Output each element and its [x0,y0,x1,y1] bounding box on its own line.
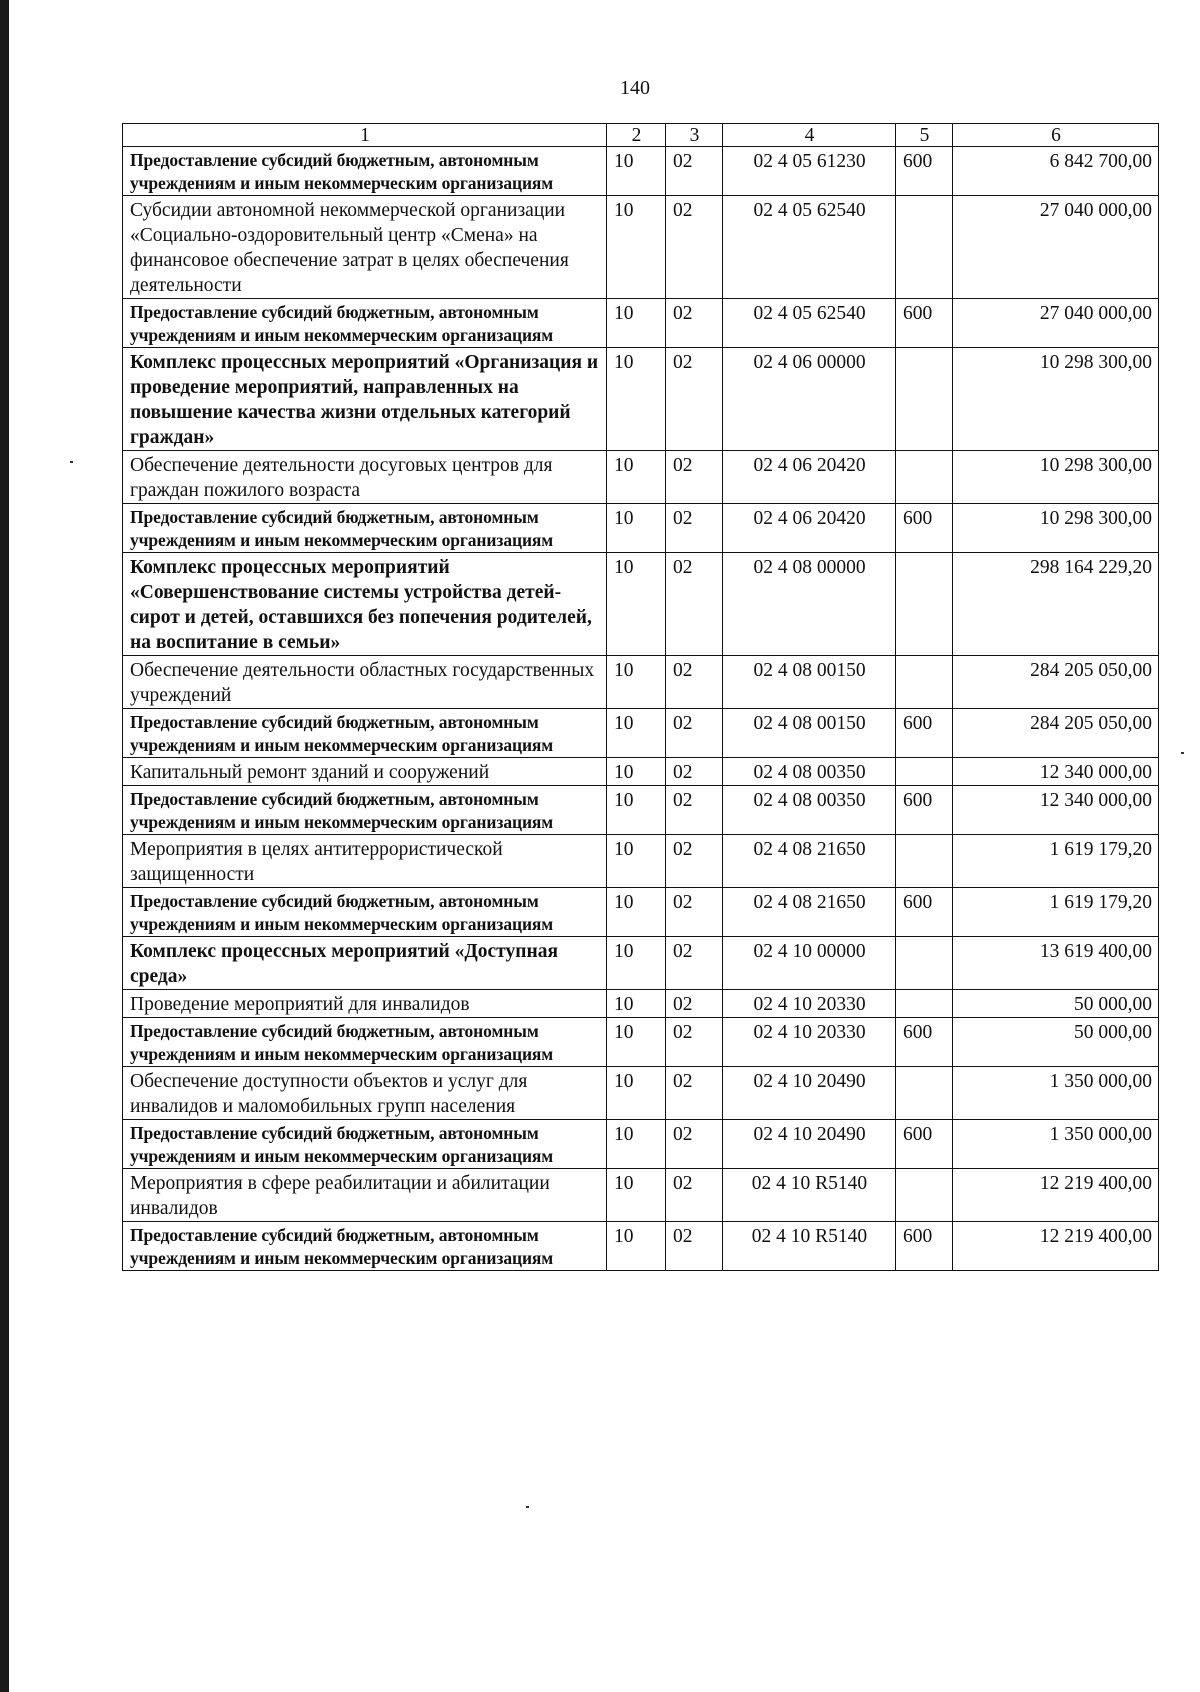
page-number: 140 [620,77,650,99]
cell-name: Проведение мероприятий для инвалидов [123,990,607,1018]
cell-amount: 6 842 700,00 [953,147,1159,196]
cell-section: 10 [607,758,666,786]
scan-speck [70,461,73,463]
header-cell-6: 6 [953,124,1159,147]
scan-edge [0,0,9,1692]
cell-expense-type: 600 [896,888,953,937]
cell-expense-type [896,656,953,709]
cell-expense-type [896,451,953,504]
cell-subsection: 02 [666,835,723,888]
header-cell-2: 2 [607,124,666,147]
cell-subsection: 02 [666,147,723,196]
cell-expense-type: 600 [896,1120,953,1169]
cell-target-article: 02 4 08 00350 [723,786,896,835]
cell-target-article: 02 4 08 00150 [723,709,896,758]
cell-subsection: 02 [666,758,723,786]
cell-amount: 50 000,00 [953,990,1159,1018]
cell-subsection: 02 [666,1222,723,1271]
cell-section: 10 [607,786,666,835]
cell-amount: 298 164 229,20 [953,553,1159,656]
cell-target-article: 02 4 10 00000 [723,937,896,990]
cell-expense-type [896,348,953,451]
cell-name: Капитальный ремонт зданий и сооружений [123,758,607,786]
cell-expense-type [896,553,953,656]
cell-section: 10 [607,937,666,990]
cell-amount: 284 205 050,00 [953,709,1159,758]
table-row [123,299,1159,348]
header-cell-4: 4 [723,124,896,147]
table-row [123,553,1159,656]
cell-section: 10 [607,451,666,504]
cell-section: 10 [607,990,666,1018]
table-row [123,1018,1159,1067]
cell-amount: 10 298 300,00 [953,451,1159,504]
table-row [123,348,1159,451]
cell-name: Предоставление субсидий бюджетным, автономным учреждениям и иным некоммерческим организациям [123,888,607,937]
cell-expense-type [896,196,953,299]
cell-amount: 10 298 300,00 [953,504,1159,553]
cell-subsection: 02 [666,451,723,504]
table-row [123,709,1159,758]
cell-target-article: 02 4 06 20420 [723,504,896,553]
cell-section: 10 [607,1067,666,1120]
cell-target-article: 02 4 06 20420 [723,451,896,504]
table-row [123,1120,1159,1169]
cell-subsection: 02 [666,348,723,451]
cell-target-article: 02 4 05 62540 [723,299,896,348]
cell-target-article: 02 4 05 61230 [723,147,896,196]
cell-name: Комплекс процессных мероприятий «Доступная среда» [123,937,607,990]
table-row [123,888,1159,937]
cell-expense-type: 600 [896,147,953,196]
cell-amount: 1 350 000,00 [953,1120,1159,1169]
cell-name: Мероприятия в сфере реабилитации и абилитации инвалидов [123,1169,607,1222]
cell-target-article: 02 4 08 21650 [723,835,896,888]
cell-target-article: 02 4 10 20490 [723,1120,896,1169]
cell-amount: 10 298 300,00 [953,348,1159,451]
cell-target-article: 02 4 06 00000 [723,348,896,451]
header-cell-5: 5 [896,124,953,147]
cell-amount: 27 040 000,00 [953,196,1159,299]
cell-subsection: 02 [666,196,723,299]
table-row [123,1169,1159,1222]
cell-amount: 284 205 050,00 [953,656,1159,709]
cell-expense-type: 600 [896,1018,953,1067]
cell-subsection: 02 [666,299,723,348]
cell-name: Предоставление субсидий бюджетным, автономным учреждениям и иным некоммерческим организациям [123,1120,607,1169]
cell-subsection: 02 [666,1018,723,1067]
table-row [123,504,1159,553]
cell-section: 10 [607,1222,666,1271]
table-row [123,196,1159,299]
table-row [123,937,1159,990]
cell-expense-type [896,835,953,888]
cell-subsection: 02 [666,937,723,990]
cell-subsection: 02 [666,1169,723,1222]
table-row [123,451,1159,504]
table-row [123,1222,1159,1271]
cell-section: 10 [607,299,666,348]
cell-target-article: 02 4 10 20490 [723,1067,896,1120]
table-row [123,835,1159,888]
cell-expense-type: 600 [896,504,953,553]
table-row [123,990,1159,1018]
cell-section: 10 [607,553,666,656]
cell-amount: 1 619 179,20 [953,835,1159,888]
cell-amount: 12 340 000,00 [953,786,1159,835]
cell-section: 10 [607,1018,666,1067]
cell-target-article: 02 4 10 20330 [723,1018,896,1067]
header-cell-1: 1 [123,124,607,147]
cell-name: Предоставление субсидий бюджетным, автономным учреждениям и иным некоммерческим организациям [123,786,607,835]
cell-section: 10 [607,147,666,196]
table-row [123,656,1159,709]
table-header-row [123,124,1159,147]
cell-name: Обеспечение деятельности досуговых центров для граждан пожилого возраста [123,451,607,504]
cell-expense-type: 600 [896,1222,953,1271]
cell-subsection: 02 [666,786,723,835]
cell-expense-type: 600 [896,299,953,348]
cell-amount: 27 040 000,00 [953,299,1159,348]
cell-name: Комплекс процессных мероприятий «Совершенствование системы устройства детей-сирот и детей, оставшихся без попечения родителей, на воспитание в семьи» [123,553,607,656]
cell-section: 10 [607,348,666,451]
cell-name: Предоставление субсидий бюджетным, автономным учреждениям и иным некоммерческим организациям [123,709,607,758]
cell-subsection: 02 [666,888,723,937]
cell-amount: 1 619 179,20 [953,888,1159,937]
cell-amount: 12 219 400,00 [953,1222,1159,1271]
cell-name: Субсидии автономной некоммерческой организации «Социально-оздоровительный центр «Смена» на финансовое обеспечение затрат в целях обеспечения деятельности [123,196,607,299]
cell-amount: 13 619 400,00 [953,937,1159,990]
cell-name: Мероприятия в целях антитеррористической защищенности [123,835,607,888]
cell-section: 10 [607,656,666,709]
scan-speck [1181,752,1184,754]
table-row [123,786,1159,835]
budget-table [122,123,1159,1271]
cell-subsection: 02 [666,709,723,758]
cell-amount: 1 350 000,00 [953,1067,1159,1120]
cell-target-article: 02 4 05 62540 [723,196,896,299]
cell-name: Обеспечение доступности объектов и услуг для инвалидов и маломобильных групп населения [123,1067,607,1120]
cell-section: 10 [607,709,666,758]
table-row [123,758,1159,786]
cell-section: 10 [607,1169,666,1222]
cell-target-article: 02 4 08 21650 [723,888,896,937]
cell-section: 10 [607,835,666,888]
cell-amount: 12 219 400,00 [953,1169,1159,1222]
cell-target-article: 02 4 10 R5140 [723,1169,896,1222]
cell-expense-type: 600 [896,709,953,758]
cell-section: 10 [607,196,666,299]
cell-name: Предоставление субсидий бюджетным, автономным учреждениям и иным некоммерческим организациям [123,1018,607,1067]
cell-name: Предоставление субсидий бюджетным, автономным учреждениям и иным некоммерческим организациям [123,1222,607,1271]
header-cell-3: 3 [666,124,723,147]
cell-subsection: 02 [666,1067,723,1120]
cell-expense-type [896,758,953,786]
cell-subsection: 02 [666,504,723,553]
table-row [123,147,1159,196]
cell-amount: 12 340 000,00 [953,758,1159,786]
cell-subsection: 02 [666,656,723,709]
cell-target-article: 02 4 10 R5140 [723,1222,896,1271]
cell-name: Обеспечение деятельности областных государственных учреждений [123,656,607,709]
cell-expense-type [896,937,953,990]
scan-speck [526,1506,529,1508]
cell-target-article: 02 4 08 00350 [723,758,896,786]
cell-section: 10 [607,504,666,553]
cell-amount: 50 000,00 [953,1018,1159,1067]
table-row [123,1067,1159,1120]
cell-section: 10 [607,1120,666,1169]
cell-subsection: 02 [666,990,723,1018]
cell-name: Предоставление субсидий бюджетным, автономным учреждениям и иным некоммерческим организациям [123,147,607,196]
cell-subsection: 02 [666,1120,723,1169]
cell-subsection: 02 [666,553,723,656]
cell-name: Предоставление субсидий бюджетным, автономным учреждениям и иным некоммерческим организациям [123,299,607,348]
cell-name: Комплекс процессных мероприятий «Организация и проведение мероприятий, направленных на повышение качества жизни отдельных категорий граждан» [123,348,607,451]
cell-target-article: 02 4 08 00000 [723,553,896,656]
cell-target-article: 02 4 08 00150 [723,656,896,709]
cell-section: 10 [607,888,666,937]
cell-expense-type [896,1169,953,1222]
cell-target-article: 02 4 10 20330 [723,990,896,1018]
cell-expense-type: 600 [896,786,953,835]
cell-expense-type [896,1067,953,1120]
cell-expense-type [896,990,953,1018]
cell-name: Предоставление субсидий бюджетным, автономным учреждениям и иным некоммерческим организациям [123,504,607,553]
